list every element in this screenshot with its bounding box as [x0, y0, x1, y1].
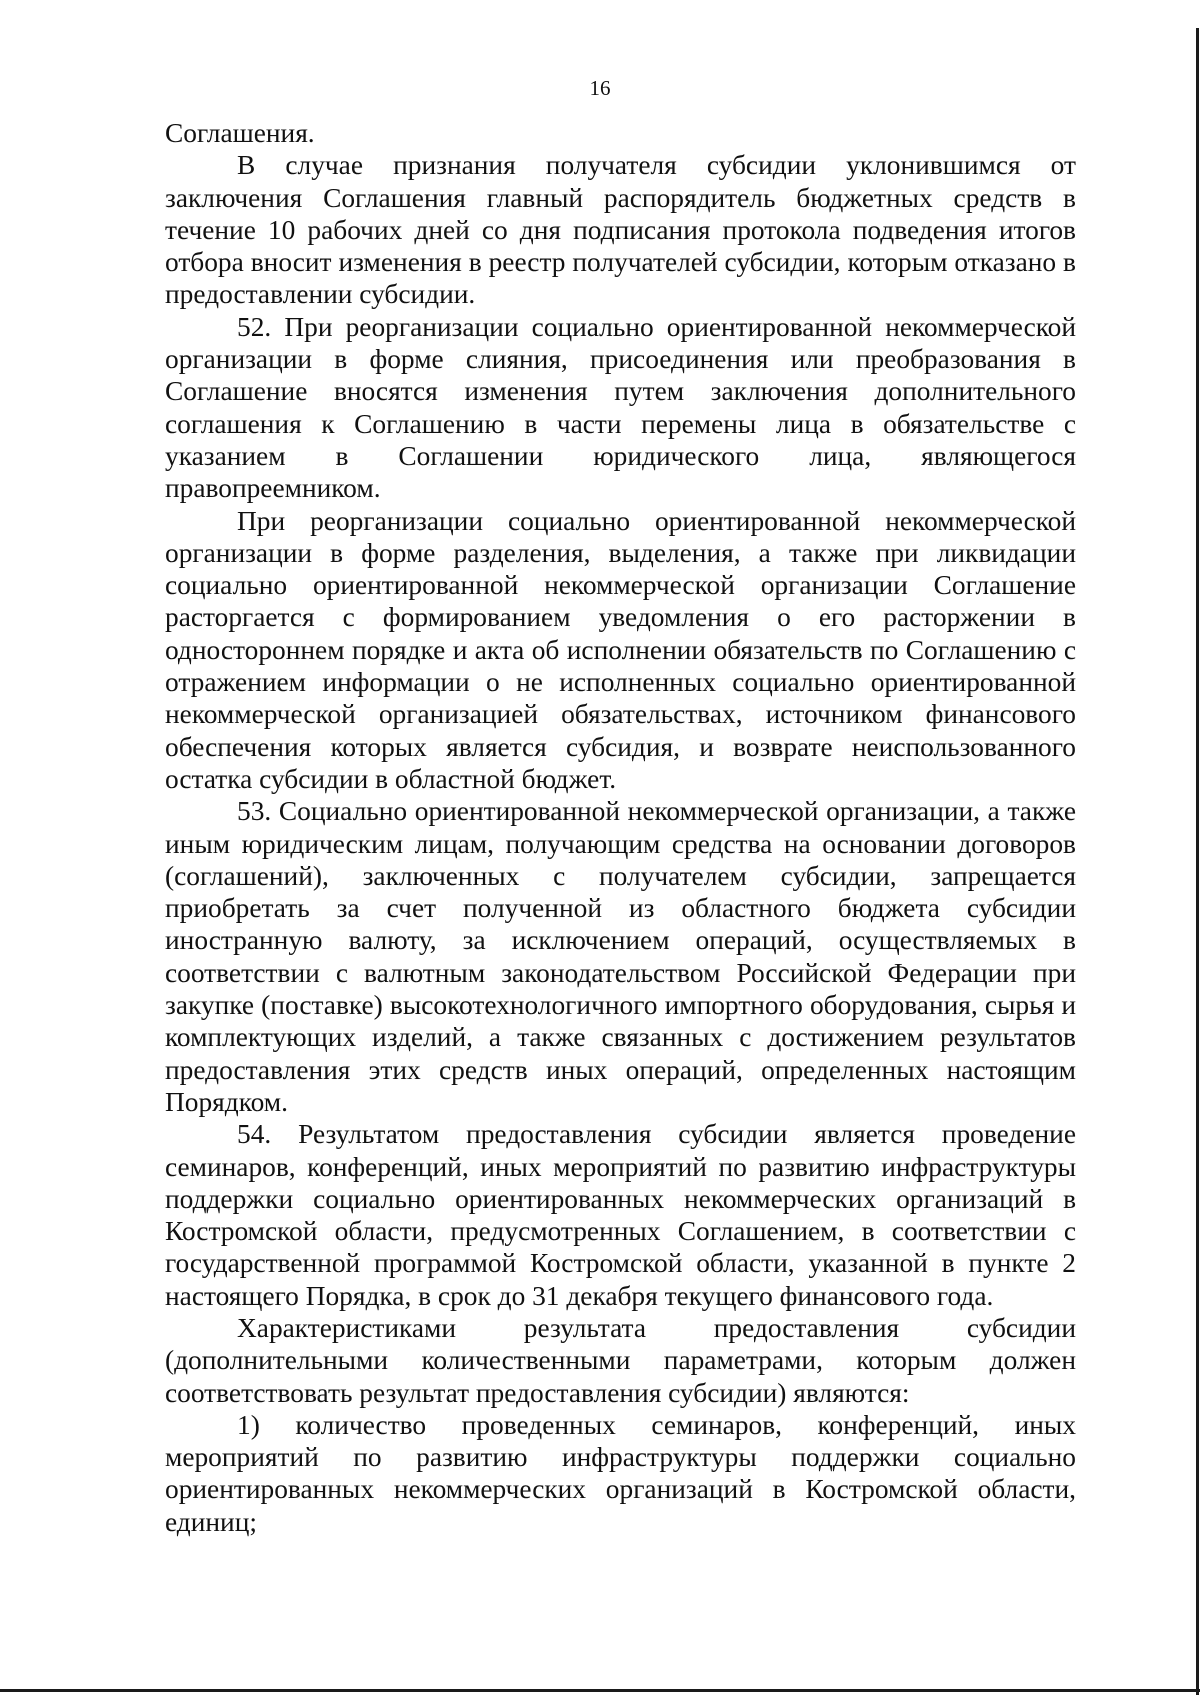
paragraph-item-1: 1) количество проведенных семинаров, конференций, иных мероприятий по развитию инфраструктуры поддержки социально ориентированных некоммерческих организаций в Костромской области, единиц; [165, 1409, 1076, 1537]
paragraph-54-result: 54. Результатом предоставления субсидии является проведение семинаров, конференций, иных мероприятий по развитию инфраструктуры поддержки социально ориентированных некоммерческих организаций в Костромской области, предусмотренных Соглашением, в соответствии с государственной программой Костромской области, указанной в пункте 2 настоящего Порядка, в срок до 31 декабря текущего финансового года. [165, 1119, 1076, 1311]
scan-edge-bottom [0, 1689, 1200, 1692]
document-body [165, 117, 1076, 1538]
paragraph-evasion-registry: В случае признания получателя субсидии уклонившимся от заключения Соглашения главный распорядитель бюджетных средств в течение 10 рабочих дней со дня подписания протокола подведения итогов отбора вносит изменения в реестр получателей субсидии, которым отказано в предоставлении субсидии. [165, 150, 1076, 310]
page-number: 16 [589, 76, 611, 100]
paragraph-52-merger: 52. При реорганизации социально ориентированной некоммерческой организации в форме слияния, присоединения или преобразования в Соглашение вносятся изменения путем заключения дополнительного соглашения к Соглашению в части перемены лица в обязательстве с указанием в Соглашении юридического лица, являющегося правопреемником. [165, 311, 1076, 504]
paragraph-53-currency: 53. Социально ориентированной некоммерческой организации, а также иным юридическим лицам, получающим средства на основании договоров (соглашений), заключенных с получателем субсидии, запрещается приобретать за счет полученной из областного бюджета субсидии иностранную валюту, за исключением операций, осуществляемых в соответствии с валютным законодательством Российской Федерации при закупке (поставке) высокотехнологичного импортного оборудования, сырья и комплектующих изделий, а также связанных с достижением результатов предоставления этих средств иных операций, определенных настоящим Порядком. [165, 796, 1076, 1117]
paragraph-division-liquidation: При реорганизации социально ориентированной некоммерческой организации в форме разделения, выделения, а также при ликвидации социально ориентированной некоммерческой организации Соглашение расторгается с формированием уведомления о его расторжении в одностороннем порядке и акта об исполнении обязательств по Соглашению с отражением информации о не исполненных социально ориентированной некоммерческой организацией обязательствах, источником финансового обеспечения которых является субсидия, и возврате неиспользованного остатка субсидии в областной бюджет. [165, 505, 1076, 794]
scan-edge-right [1196, 28, 1199, 1695]
paragraph-result-characteristics: Характеристиками результата предоставления субсидии (дополнительными количественными параметрами, которым должен соответствовать результат предоставления субсидии) являются: [165, 1312, 1076, 1408]
paragraph-continuation: Соглашения. [165, 118, 315, 148]
